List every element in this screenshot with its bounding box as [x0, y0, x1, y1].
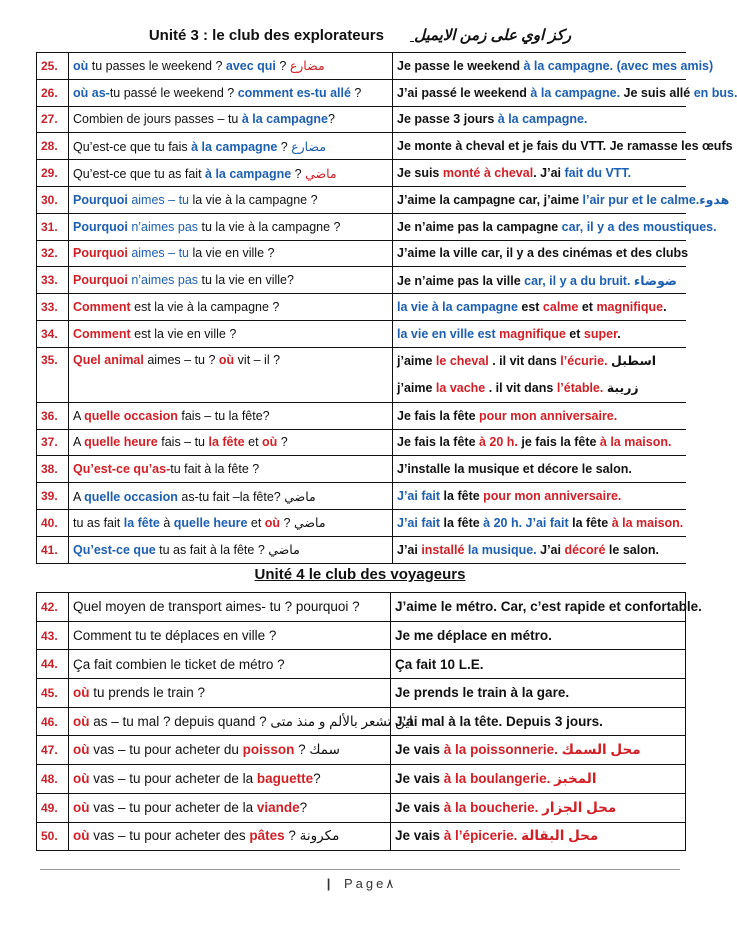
text-segment: magnifique	[596, 300, 664, 315]
text-segment: la vie en ville ?	[189, 246, 275, 261]
text-segment: où	[73, 685, 90, 701]
text-segment: la fête	[568, 515, 612, 530]
text-segment: je fais la fête	[517, 435, 600, 450]
unit4-row	[37, 621, 686, 650]
text-segment: Quel moyen de transport aimes- tu ? pourquoi ?	[73, 599, 360, 615]
text-segment: à la maison.	[599, 435, 672, 450]
question-cell	[69, 736, 391, 765]
text-segment: Je fais la fête	[397, 408, 479, 423]
unit3-row	[37, 53, 687, 80]
question-number: 46.	[37, 707, 69, 736]
text-segment: l’écurie.	[560, 353, 608, 368]
answer-cell	[393, 79, 737, 106]
text-segment: as – tu mal ? depuis quand ? اين تشعر بالألم و منذ متى	[89, 713, 413, 729]
text-segment: مضارع	[289, 59, 325, 74]
text-segment: Qu’est-ce que tu fais	[73, 139, 192, 154]
text-segment: à 20 h.	[479, 435, 518, 450]
question-number: 33.	[37, 267, 69, 294]
text-segment: المخبز	[550, 770, 597, 786]
question-cell	[69, 593, 391, 622]
unit3-row	[37, 536, 687, 563]
question-number: 49.	[37, 793, 69, 822]
text-segment: la vache	[435, 380, 486, 395]
text-segment: J’aime la campagne car, j’aime	[397, 193, 583, 208]
text-segment: à	[159, 516, 174, 531]
text-segment: Comment	[73, 300, 131, 315]
question-cell	[69, 621, 391, 650]
unit4-row	[37, 736, 686, 765]
unit3-row	[37, 133, 687, 160]
question-cell	[69, 650, 391, 679]
answer-cell	[393, 536, 687, 563]
text-segment: vas – tu pour acheter de la	[89, 771, 257, 787]
text-segment: où as-	[73, 85, 110, 100]
text-segment: vit – il ?	[234, 352, 281, 367]
answer-cell	[391, 679, 686, 708]
text-segment: J’ai mal à la tête. Depuis 3 jours.	[395, 714, 603, 730]
question-number: 29.	[37, 160, 69, 187]
unit4-row	[37, 650, 686, 679]
text-segment: installé	[421, 542, 465, 557]
text-segment: tu as fait à la fête ? ماضي	[155, 543, 300, 558]
text-segment: J’installe la musique et décore le salon.	[397, 462, 632, 477]
question-cell	[69, 53, 393, 80]
question-cell	[69, 822, 391, 851]
text-segment: poisson	[242, 742, 295, 758]
text-segment: محل السمك	[557, 742, 641, 758]
text-segment: Je monte à cheval et je fais du VTT. Je ramasse les œufs	[397, 139, 733, 154]
text-segment: où	[73, 742, 90, 758]
text-segment: à la campagne.	[530, 85, 621, 100]
question-number: 40.	[37, 509, 69, 536]
text-segment: . il vit dans	[485, 380, 557, 395]
text-segment: J’ai	[536, 542, 565, 557]
text-segment: Qu’est-ce qu’as-	[73, 462, 171, 477]
text-segment: et	[244, 435, 263, 450]
answer-cell	[393, 347, 687, 402]
text-segment: à l’épicerie.	[443, 828, 518, 844]
text-segment: en bus.	[693, 85, 737, 100]
answer-line	[397, 375, 682, 402]
text-segment: J’ai fait	[397, 515, 441, 530]
question-cell	[69, 429, 393, 456]
answer-cell	[393, 267, 687, 294]
answer-cell	[391, 593, 702, 622]
text-segment: Ça fait 10 L.E.	[395, 656, 484, 672]
question-cell	[69, 240, 393, 267]
text-segment: où	[73, 828, 90, 844]
text-segment: Comment	[73, 326, 131, 341]
unit3-row	[37, 79, 687, 106]
question-number: 32.	[37, 240, 69, 267]
text-segment: ?	[277, 435, 288, 450]
text-segment: ?	[328, 112, 335, 127]
question-cell	[69, 320, 393, 347]
text-segment: Je suis	[397, 166, 443, 181]
unit3-row	[37, 186, 687, 213]
answer-cell	[393, 402, 687, 429]
text-segment: la vie en ville est	[397, 326, 496, 341]
text-segment: à la campagne	[191, 139, 278, 154]
text-segment: j’aime	[397, 353, 436, 368]
text-segment: le salon.	[605, 542, 659, 557]
text-segment: Ça fait combien le ticket de métro ?	[73, 656, 285, 672]
text-segment: fais – tu la fête?	[177, 408, 270, 423]
text-segment: Qu’est-ce que	[73, 543, 156, 558]
text-segment: Je n’aime pas la ville	[397, 273, 525, 288]
text-segment: Je vais	[395, 799, 444, 815]
text-segment: A	[73, 408, 85, 423]
text-segment: زريبة	[603, 380, 639, 395]
text-segment: à la maison.	[611, 515, 684, 530]
text-segment: aimes – tu ?	[143, 352, 219, 367]
text-segment: la vie à la campagne	[397, 300, 518, 315]
unit3-row	[37, 347, 687, 402]
text-segment: Pourquoi	[73, 219, 128, 234]
text-segment: ماضي	[305, 166, 337, 181]
text-segment: .	[663, 300, 667, 315]
text-segment: tu prends le train ?	[89, 685, 206, 701]
text-segment: ? مكرونة	[284, 828, 340, 844]
question-cell	[69, 483, 393, 510]
unit3-row	[37, 267, 687, 294]
text-segment: Je passe le weekend	[397, 58, 524, 73]
answer-cell	[393, 53, 714, 80]
text-segment: la fête	[440, 515, 484, 530]
question-cell	[69, 267, 393, 294]
answer-cell	[393, 213, 717, 240]
question-cell	[69, 160, 393, 187]
question-number: 45.	[37, 679, 69, 708]
text-segment: la fête	[123, 516, 160, 531]
text-segment: j’aime	[397, 380, 436, 395]
text-segment: J’aime le métro. Car, c’est rapide et confortable.	[395, 599, 702, 615]
question-cell	[69, 679, 391, 708]
text-segment: à la campagne	[205, 166, 292, 181]
question-number: 34.	[37, 320, 69, 347]
text-segment: à 20 h.	[483, 515, 523, 530]
page-number: Page٨	[343, 876, 394, 891]
text-segment: ? سمك	[294, 742, 340, 758]
text-segment: décoré	[564, 542, 606, 557]
unit4-row	[37, 822, 686, 851]
text-segment: J’aime la ville car, il y a des cinémas et des clubs	[397, 246, 689, 261]
text-segment: comment es-tu allé	[237, 85, 351, 100]
text-segment: مضارع	[291, 139, 327, 154]
text-segment: Quel animal	[73, 352, 144, 367]
text-segment: car, il y a des moustiques.	[561, 219, 717, 234]
text-segment: vas – tu pour acheter de la	[89, 800, 257, 816]
unit3-row	[37, 213, 687, 240]
text-segment: à la campagne.	[497, 112, 588, 127]
text-segment: .	[617, 326, 621, 341]
question-cell	[69, 294, 393, 321]
text-segment: n’aimes pas	[127, 219, 199, 234]
text-segment: pour mon anniversaire.	[479, 408, 618, 423]
text-segment: A	[73, 489, 85, 504]
text-segment: Pourquoi	[73, 192, 128, 207]
answer-cell	[393, 509, 687, 536]
text-segment: Je prends le train à la gare.	[395, 685, 570, 701]
text-segment: quelle occasion	[84, 408, 178, 423]
question-number: 48.	[37, 765, 69, 794]
text-segment: J’ai	[397, 542, 422, 557]
text-segment: J’ai fait	[397, 489, 441, 504]
question-cell	[69, 402, 393, 429]
unit3-title-fr: Unité 3 : le club des explorateurs	[148, 27, 384, 44]
unit3-row	[37, 294, 687, 321]
question-cell	[69, 213, 393, 240]
text-segment: ?	[275, 59, 290, 74]
answer-cell	[391, 650, 686, 679]
question-number: 36.	[37, 402, 69, 429]
text-segment: est	[517, 300, 543, 315]
text-segment: où	[264, 516, 281, 531]
unit4-row	[37, 679, 686, 708]
answer-cell	[393, 294, 687, 321]
unit3-row	[37, 240, 687, 267]
text-segment: tu la vie en ville?	[198, 273, 294, 288]
text-segment: super	[583, 326, 618, 341]
answer-cell	[391, 793, 686, 822]
text-segment: vas – tu pour acheter des	[89, 828, 250, 844]
text-segment: Je vais	[395, 742, 444, 758]
unit3-row	[37, 160, 687, 187]
question-number: 28.	[37, 133, 69, 160]
question-cell	[69, 793, 391, 822]
text-segment: tu fait à la fête ?	[170, 462, 260, 477]
answer-cell	[393, 186, 730, 213]
text-segment: J’ai fait	[522, 515, 569, 530]
text-segment: Je fais la fête	[397, 435, 479, 450]
question-number: 27.	[37, 106, 69, 133]
unit3-row	[37, 429, 687, 456]
unit4-row	[37, 765, 686, 794]
answer-cell	[393, 456, 687, 483]
text-segment: la musique.	[464, 542, 537, 557]
question-number: 39.	[37, 483, 69, 510]
text-segment: la vie à la campagne ?	[189, 192, 318, 207]
text-segment: l’air pur et le calme.	[582, 193, 700, 208]
question-number: 42.	[37, 593, 69, 622]
text-segment: اسطبل	[607, 353, 657, 368]
text-segment: tu passes le weekend ?	[88, 59, 226, 74]
text-segment: quelle occasion	[84, 489, 178, 504]
text-segment: pâtes	[249, 828, 285, 844]
unit3-row	[37, 106, 687, 133]
text-segment: où	[262, 435, 278, 450]
text-segment: où	[73, 771, 90, 787]
question-cell	[69, 133, 393, 160]
text-segment: Pourquoi	[73, 246, 128, 261]
text-segment: pour mon anniversaire.	[483, 489, 622, 504]
text-segment: où	[73, 713, 90, 729]
answer-cell	[391, 736, 686, 765]
text-segment: Combien de jours passes – tu	[73, 112, 242, 127]
text-segment: ? ماضي	[280, 516, 326, 531]
text-segment: quelle heure	[84, 435, 158, 450]
text-segment: aimes – tu	[127, 192, 189, 207]
footer-bar: |	[326, 876, 334, 891]
question-cell	[69, 509, 393, 536]
question-number: 35.	[37, 347, 69, 402]
question-cell	[69, 106, 393, 133]
unit3-row	[37, 483, 687, 510]
unit3-title	[0, 26, 720, 44]
text-segment: monté à cheval	[442, 166, 534, 181]
answer-cell	[393, 160, 687, 187]
text-segment: . il vit dans	[488, 353, 561, 368]
text-segment: baguette	[256, 771, 314, 787]
question-number: 50.	[37, 822, 69, 851]
text-segment: quelle heure	[173, 516, 248, 531]
text-segment: tu la vie à la campagne ?	[198, 219, 341, 234]
unit3-title-ar: ركز اوي على زمن الايميل	[414, 27, 572, 44]
text-segment: à la campagne	[241, 112, 328, 127]
question-number: 31.	[37, 213, 69, 240]
unit3-row	[37, 456, 687, 483]
unit3-row	[37, 402, 687, 429]
answer-cell	[393, 106, 687, 133]
answer-cell	[393, 240, 687, 267]
text-segment: à la boulangerie.	[443, 770, 551, 786]
text-segment: où	[73, 800, 90, 816]
text-segment: A	[73, 435, 85, 450]
question-number: 37.	[37, 429, 69, 456]
answer-cell	[393, 429, 687, 456]
answer-cell	[391, 707, 686, 736]
unit3-row	[37, 509, 687, 536]
text-segment: où	[73, 59, 89, 74]
text-segment: J’ai passé le weekend	[397, 85, 531, 100]
answer-cell	[393, 320, 687, 347]
text-segment: et	[565, 326, 584, 341]
text-segment: est la vie en ville ?	[130, 326, 237, 341]
text-segment: le cheval	[435, 353, 489, 368]
question-number: 26.	[37, 79, 69, 106]
question-cell	[69, 347, 393, 402]
text-segment: as-tu fait –la fête? ماضي	[177, 489, 316, 504]
text-segment: avec qui	[225, 59, 276, 74]
text-segment: à la poissonnerie.	[443, 742, 558, 758]
answer-cell	[391, 621, 686, 650]
text-segment: tu as fait	[73, 516, 124, 531]
text-segment: et	[578, 300, 597, 315]
text-segment: la fête	[208, 435, 245, 450]
text-segment: Je me déplace en métro.	[395, 628, 552, 644]
text-segment: ?	[299, 800, 308, 816]
text-segment: . J’ai	[533, 166, 565, 181]
question-cell	[69, 79, 393, 106]
question-number: 30.	[37, 186, 69, 213]
unit3-table	[36, 52, 737, 564]
question-number: 25.	[37, 53, 69, 80]
question-cell	[69, 536, 393, 563]
text-segment: est la vie à la campagne ?	[130, 300, 280, 315]
text-segment: ?	[291, 166, 306, 181]
unit4-title: Unité 4 le club des voyageurs	[254, 566, 466, 583]
text-segment: l’étable.	[556, 380, 604, 395]
question-number: 47.	[37, 736, 69, 765]
text-segment: Je vais	[395, 770, 444, 786]
text-segment: Je suis allé	[620, 85, 694, 100]
text-segment: Je vais	[395, 828, 444, 844]
text-segment: calme	[542, 300, 579, 315]
question-cell	[69, 456, 393, 483]
footer-divider	[40, 869, 680, 870]
question-number: 43.	[37, 621, 69, 650]
answer-cell	[391, 822, 686, 851]
question-number: 33.	[37, 294, 69, 321]
unit4-row	[37, 593, 686, 622]
text-segment: viande	[256, 800, 300, 816]
text-segment: la fête	[440, 489, 484, 504]
text-segment: aimes – tu	[127, 246, 189, 261]
text-segment: à la campagne. (avec mes amis)	[523, 58, 714, 73]
text-segment: où	[218, 352, 235, 367]
answer-cell	[391, 765, 686, 794]
text-segment: tu passé le weekend ?	[109, 85, 238, 100]
text-segment: à la boucherie.	[443, 799, 539, 815]
question-number: 38.	[37, 456, 69, 483]
answer-line	[397, 348, 682, 375]
text-segment: محل الجزار	[538, 799, 617, 815]
page-footer	[0, 876, 720, 892]
text-segment: Pourquoi	[73, 273, 128, 288]
text-segment: Comment tu te déplaces en ville ?	[73, 628, 277, 644]
answer-cell	[393, 133, 733, 160]
text-segment: Qu’est-ce que tu as fait	[73, 166, 206, 181]
text-segment: car, il y a du bruit.	[524, 273, 631, 288]
text-segment: n’aimes pas	[127, 273, 199, 288]
text-segment: Je passe 3 jours	[397, 112, 498, 127]
text-segment: et	[247, 516, 265, 531]
answer-cell	[393, 483, 687, 510]
text-segment: Je n’aime pas la campagne	[397, 219, 562, 234]
text-segment: fait du VTT.	[564, 166, 632, 181]
question-cell	[69, 186, 393, 213]
text-segment: fais – tu	[157, 435, 209, 450]
text-segment: ?	[277, 139, 292, 154]
question-number: 41.	[37, 536, 69, 563]
text-segment: ضوضاء	[630, 273, 678, 288]
text-segment: ?	[350, 85, 362, 100]
text-segment: ?	[313, 771, 321, 787]
question-number: 44.	[37, 650, 69, 679]
question-cell	[69, 707, 413, 736]
text-segment: vas – tu pour acheter du	[89, 742, 243, 758]
unit4-table	[36, 592, 702, 851]
text-segment: محل البقالة	[517, 828, 599, 844]
unit4-row	[37, 793, 686, 822]
text-segment: هدوء	[699, 193, 730, 208]
question-cell	[69, 765, 391, 794]
text-segment: magnifique	[495, 326, 566, 341]
unit3-row	[37, 320, 687, 347]
unit4-row	[37, 707, 686, 736]
